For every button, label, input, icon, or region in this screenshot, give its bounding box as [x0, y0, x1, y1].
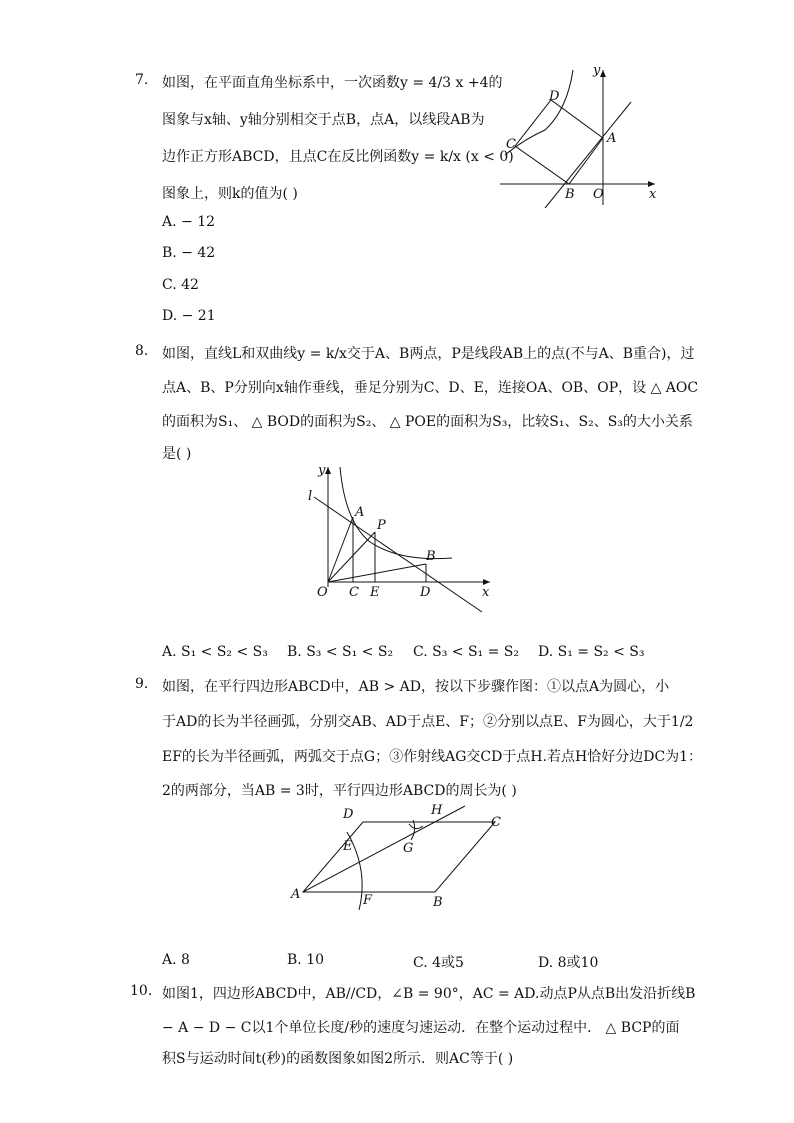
figure-q9: [285, 800, 510, 919]
option-c[interactable]: C. 4或5: [413, 955, 464, 971]
fig-label: B: [426, 549, 436, 564]
question-text-line: 图象上，则k的值为( ): [162, 186, 298, 202]
fig-label: C: [491, 815, 501, 830]
question-text-line: 积S与运动时间t(秒)的函数图象如图2所示．则AC等于( ): [162, 1051, 514, 1067]
fig-label: D: [549, 89, 560, 104]
fig-label: D: [420, 585, 431, 600]
question-text-line: 于AD的长为半径画弧，分别交AB、AD于点E、F；②分别以点E、F为圆心，大于1/2: [162, 714, 694, 730]
fig-label: B: [565, 187, 575, 202]
option-c[interactable]: C. S₃ < S₁ = S₂: [413, 644, 519, 660]
option-d[interactable]: D. 8或10: [538, 955, 599, 971]
fig-label: C: [349, 585, 359, 600]
fig-label: x: [649, 187, 657, 202]
question-text-line: 如图，在平面直角坐标系中，一次函数y = 4/3 x +4的: [162, 75, 503, 91]
option-c[interactable]: C. 42: [162, 277, 199, 293]
option-b[interactable]: B. 10: [287, 952, 325, 968]
fig-label: F: [363, 893, 373, 908]
fig-label: l: [308, 489, 313, 504]
fig-label: O: [317, 585, 328, 600]
fig-label: y: [593, 63, 601, 78]
question-text-line: 是( ): [162, 446, 192, 462]
option-a[interactable]: A. − 12: [162, 214, 216, 230]
fig-label: A: [291, 887, 301, 902]
fig-label: O: [593, 187, 604, 202]
fig-label: A: [355, 505, 365, 520]
question-number: 9.: [135, 676, 149, 692]
option-a[interactable]: A. 8: [162, 952, 190, 968]
question-text-line: 图象与x轴、y轴分别相交于点B，点A，以线段AB为: [162, 112, 485, 128]
question-text-line: 边作正方形ABCD，且点C在反比例函数y = k/x (x < 0): [162, 149, 514, 165]
figure-q8: [300, 462, 500, 611]
question-text-line: 如图1，四边形ABCD中，AB//CD，∠B = 90°，AC = AD.动点P从点B出发沿折线B: [162, 986, 696, 1002]
question-text-line: 的面积为S₁、 △ BOD的面积为S₂、 △ POE的面积为S₃，比较S₁、S₂、S₃的大小关系: [162, 414, 693, 430]
option-a[interactable]: A. S₁ < S₂ < S₃: [162, 644, 268, 660]
option-b[interactable]: B. S₃ < S₁ < S₂: [287, 644, 394, 660]
figure-q7: [495, 60, 665, 214]
fig-label: E: [343, 839, 353, 854]
fig-label: y: [318, 463, 326, 478]
fig-label: A: [607, 131, 617, 146]
question-text-line: 点A、B、P分别向x轴作垂线，垂足分别为C、D、E，连接OA、OB、OP，设 △ AOC: [162, 380, 699, 396]
fig-label: P: [377, 518, 386, 533]
fig-label: B: [433, 895, 443, 910]
fig-label: D: [343, 807, 354, 822]
fig-label: C: [506, 137, 516, 152]
question-number: 10.: [130, 983, 153, 999]
fig-label: x: [482, 585, 490, 600]
question-text-line: EF的长为半径画弧，两弧交于点G；③作射线AG交CD于点H.若点H恰好分边DC为1：: [162, 749, 703, 765]
fig-label: E: [370, 585, 380, 600]
fig-label: G: [403, 841, 414, 856]
question-number: 7.: [135, 72, 149, 88]
question-text-line: 如图，直线L和双曲线y = k/x交于A、B两点，P是线段AB上的点(不与A、B重合)，过: [162, 346, 695, 362]
question-text-line: − A − D − C以1个单位长度/秒的速度匀速运动．在整个运动过程中． △ BCP的面: [162, 1020, 680, 1036]
option-d[interactable]: D. S₁ = S₂ < S₃: [538, 644, 645, 660]
option-d[interactable]: D. − 21: [162, 308, 216, 324]
question-number: 8.: [135, 343, 149, 359]
question-text-line: 2的两部分，当AB = 3时，平行四边形ABCD的周长为( ): [162, 783, 517, 799]
fig-label: H: [431, 803, 443, 818]
option-b[interactable]: B. − 42: [162, 245, 216, 261]
question-text-line: 如图，在平行四边形ABCD中，AB > AD，按以下步骤作图：①以点A为圆心，小: [162, 679, 670, 695]
